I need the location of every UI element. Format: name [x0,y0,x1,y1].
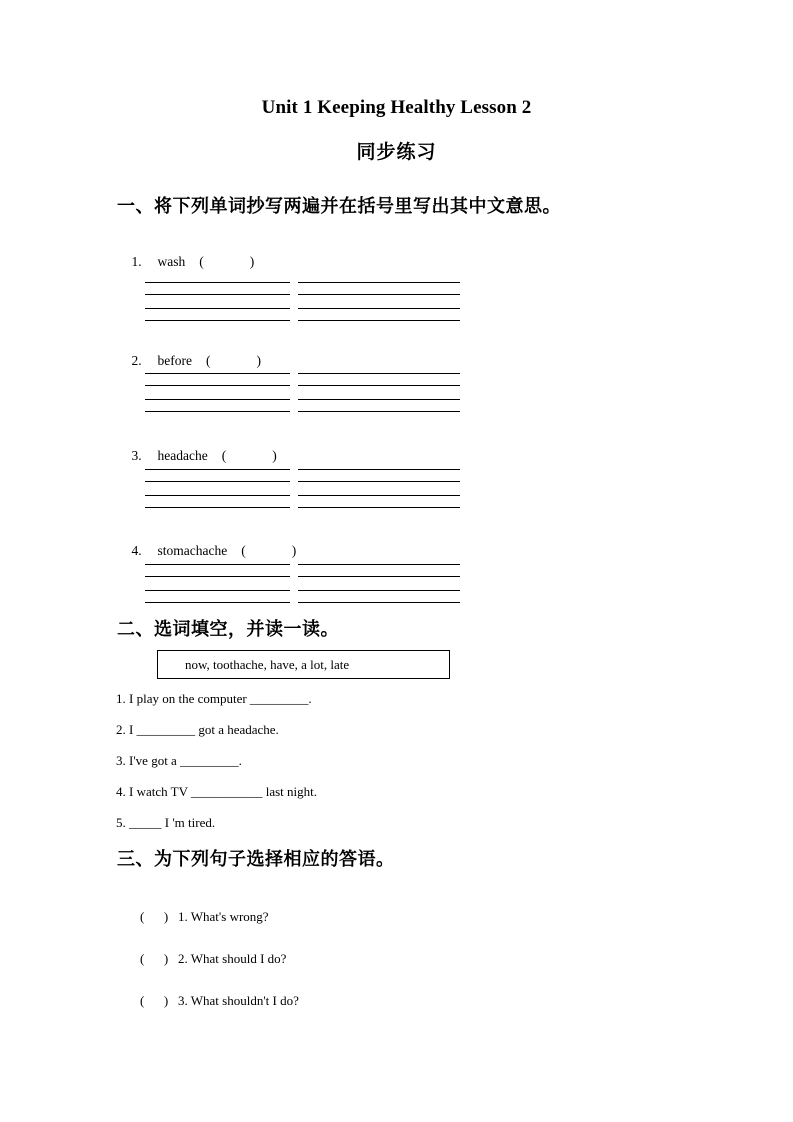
rule-segment-right [298,507,460,508]
matching-question: 3. What shouldn't I do? [178,993,299,1008]
rule-segment-right [298,481,460,482]
item-word: wash [157,254,186,269]
matching-item [127,893,269,941]
rule-segment-right [298,282,460,283]
rule-segment-right [298,399,460,400]
fill-blank-sentence: 2. I _________ got a headache. [116,722,279,737]
paren-open: ( [241,543,246,558]
item-word: headache [157,448,208,463]
rule-segment-left [145,282,290,283]
matching-question: 2. What should I do? [178,951,287,966]
page-subtitle: 同步练习 [356,141,437,163]
fill-blank-sentence: 4. I watch TV ___________ last night. [116,784,318,799]
item-number: 4. [131,543,142,558]
matching-item [127,935,286,983]
matching-question: 1. What's wrong? [178,909,269,924]
answer-brackets[interactable]: ( ) [140,909,169,924]
rule-segment-left [145,590,290,591]
paren-close: ) [256,353,261,368]
word-copy-item [118,238,254,286]
rule-segment-left [145,507,290,508]
rule-segment-right [298,590,460,591]
rule-segment-left [145,399,290,400]
item-number: 2. [131,353,142,368]
paren-close: ) [272,448,277,463]
answer-brackets[interactable]: ( ) [140,951,169,966]
paren-open: ( [199,254,204,269]
item-word: stomachache [157,543,228,558]
rule-segment-left [145,469,290,470]
paren-open: ( [221,448,227,463]
rule-segment-left [145,411,290,412]
answer-brackets[interactable]: ( ) [140,993,169,1008]
paren-close: ) [249,254,255,269]
rule-segment-left [145,294,290,295]
rule-segment-left [145,373,290,374]
section-two-heading: 二、选词填空，并读一读。 [117,619,339,640]
rule-segment-left [145,495,290,496]
rule-segment-right [298,495,460,496]
matching-item [127,977,299,1025]
rule-segment-left [145,564,290,565]
rule-segment-right [298,576,460,577]
rule-segment-left [145,385,290,386]
paren-close: ) [291,543,297,558]
rule-segment-right [298,320,460,321]
section-one-heading: 一、将下列单词抄写两遍并在括号里写出其中文意思。 [117,196,561,217]
rule-segment-right [298,373,460,374]
rule-segment-right [298,385,460,386]
writing-lines [145,469,460,515]
rule-segment-left [145,320,290,321]
rule-segment-right [298,308,460,309]
rule-segment-left [145,602,290,603]
writing-lines [145,373,460,419]
item-number: 1. [131,254,142,269]
word-bank-box [157,650,450,679]
rule-segment-right [298,564,460,565]
writing-lines [145,282,460,328]
rule-segment-left [145,481,290,482]
rule-segment-left [145,576,290,577]
word-bank-text: now, toothache, have, a lot, late [185,657,350,672]
fill-blank-sentence: 3. I've got a _________. [116,753,242,768]
fill-blank-sentence: 5. _____ I 'm tired. [116,815,216,830]
rule-segment-right [298,602,460,603]
rule-segment-right [298,469,460,470]
rule-segment-right [298,411,460,412]
section-three-heading: 三、为下列句子选择相应的答语。 [117,849,395,870]
item-word: before [157,353,192,368]
item-number: 3. [131,448,142,463]
rule-segment-right [298,294,460,295]
page-title: Unit 1 Keeping Healthy Lesson 2 [261,97,532,118]
writing-lines [145,564,460,610]
fill-blank-sentence: 1. I play on the computer _________. [116,691,312,706]
paren-open: ( [205,353,211,368]
rule-segment-left [145,308,290,309]
